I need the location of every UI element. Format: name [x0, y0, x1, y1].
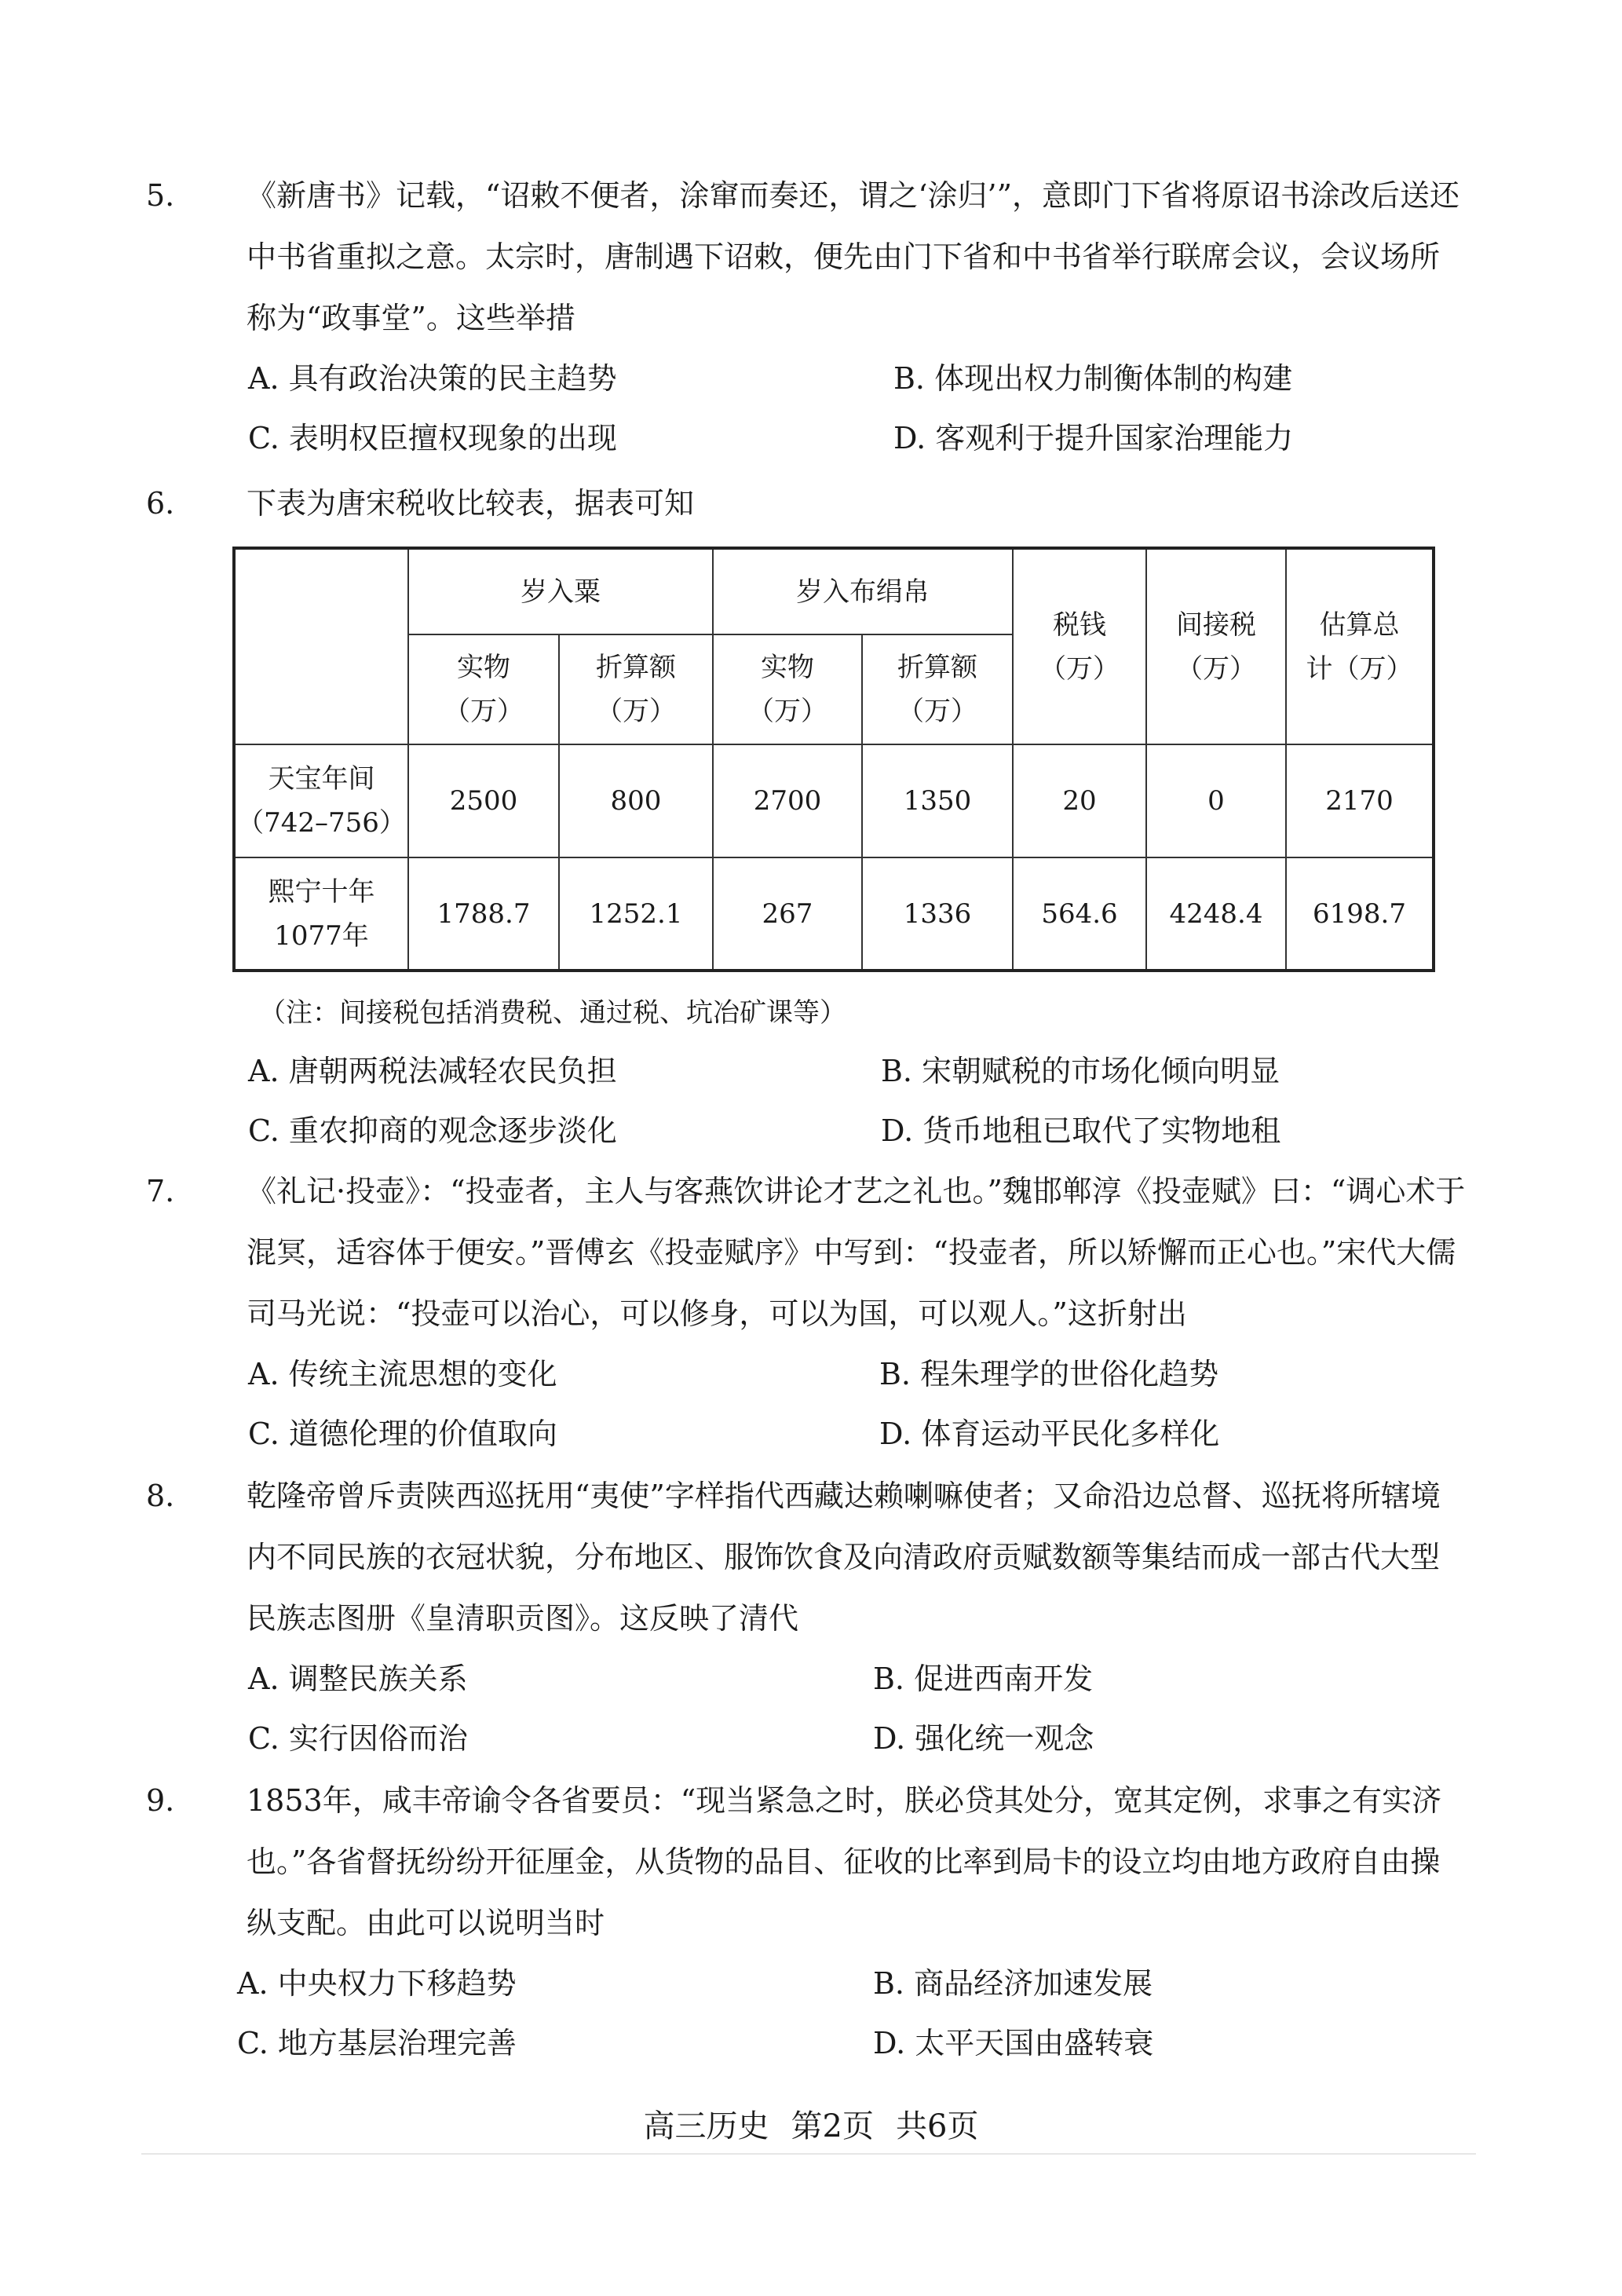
question-number: 5. [146, 178, 175, 213]
option-a[interactable]: A. 具有政治决策的民主趋势 [248, 361, 617, 396]
cloth-zhesuan-header: 折算额 （万） [862, 634, 1013, 744]
question-stem: 1853年，咸丰帝谕令各省要员：“现当紧急之时，朕必贷其处分，宽其定例，求事之有实济也。”各省督抚纷纷开征厘金，从货物的品目、征收的比率到局卡的设立均由地方政府自由操纵支配。由此可以说明当时 [247, 1783, 1442, 1940]
options [196, 1041, 1468, 1159]
options [196, 349, 1468, 466]
cloth-shiwu-header: 实物 （万） [713, 634, 862, 744]
table-header-row [234, 548, 1434, 634]
table-cell: 1788.7 [408, 857, 559, 971]
table-cell: 267 [713, 857, 862, 971]
question-number: 6. [146, 486, 175, 521]
table-cell: 1252.1 [559, 857, 713, 971]
option-b[interactable]: B. 宋朝赋税的市场化倾向明显 [881, 1054, 1280, 1088]
option-c[interactable]: C. 实行因俗而治 [248, 1721, 468, 1756]
row-label: 熙宁十年 1077年 [234, 857, 408, 971]
table-row [234, 857, 1434, 971]
question-9 [146, 1770, 1468, 2071]
grain-shiwu-header: 实物 （万） [408, 634, 559, 744]
question-stem: 《礼记·投壶》：“投壶者，主人与客燕饮讲论才艺之礼也。”魏邯郸淳《投壶赋》曰：“调心术于混冥，适容体于便安。”晋傅玄《投壶赋序》中写到：“投壶者，所以矫懈而正心也。”宋代大儒司马光说：“投壶可以治心，可以修身，可以为国，可以观人。”这折射出 [247, 1174, 1466, 1331]
option-c[interactable]: C. 地方基层治理完善 [237, 2026, 517, 2060]
options [196, 1954, 1468, 2071]
option-b[interactable]: B. 促进西南开发 [873, 1662, 1094, 1696]
question-6 [146, 473, 1468, 534]
option-d[interactable]: D. 体育运动平民化多样化 [879, 1417, 1220, 1451]
table-cell: 564.6 [1013, 857, 1146, 971]
option-a[interactable]: A. 中央权力下移趋势 [237, 1966, 517, 2001]
options [196, 1649, 1468, 1767]
question-stem: 乾隆帝曾斥责陕西巡抚用“夷使”字样指代西藏达赖喇嘛使者；又命沿边总督、巡抚将所辖境内不同民族的衣冠状貌，分布地区、服饰饮食及向清政府贡赋数额等集结而成一部古代大型民族志图册《皇清职贡图》。这反映了清代 [247, 1479, 1441, 1636]
table-cell: 2170 [1286, 744, 1434, 857]
table-row [234, 744, 1434, 857]
question-number: 8. [146, 1479, 175, 1513]
option-b[interactable]: B. 体现出权力制衡体制的构建 [893, 361, 1293, 396]
table-cell: 20 [1013, 744, 1146, 857]
table-cell: 800 [559, 744, 713, 857]
option-b[interactable]: B. 程朱理学的世俗化趋势 [879, 1357, 1219, 1391]
option-d[interactable]: D. 货币地租已取代了实物地租 [881, 1113, 1281, 1148]
question-5 [146, 165, 1468, 466]
options [196, 1344, 1468, 1462]
table-cell: 4248.4 [1146, 857, 1286, 971]
footer-subject: 高三历史 [643, 2108, 769, 2144]
cloth-header: 岁入布绢帛 [713, 548, 1013, 634]
option-b[interactable]: B. 商品经济加速发展 [873, 1966, 1153, 2001]
table-cell: 2500 [408, 744, 559, 857]
table-cell: 0 [1146, 744, 1286, 857]
table-cell: 1350 [862, 744, 1013, 857]
table-cell: 6198.7 [1286, 857, 1434, 971]
footer-page-number: 第2页 [791, 2108, 874, 2144]
option-d[interactable]: D. 强化统一观念 [873, 1721, 1094, 1756]
question-8 [146, 1465, 1468, 1767]
grain-header: 岁入粟 [408, 548, 713, 634]
question-number: 9. [146, 1783, 175, 1818]
option-a[interactable]: A. 调整民族关系 [248, 1662, 468, 1696]
question-number: 7. [146, 1174, 175, 1208]
question-stem: 下表为唐宋税收比较表，据表可知 [247, 486, 695, 521]
grain-zhesuan-header: 折算额 （万） [559, 634, 713, 744]
tax-comparison-table [232, 547, 1435, 972]
option-d[interactable]: D. 客观利于提升国家治理能力 [893, 421, 1294, 455]
page-footer [0, 2104, 1622, 2148]
option-c[interactable]: C. 道德伦理的价值取向 [248, 1417, 557, 1451]
option-c[interactable]: C. 重农抑商的观念逐步淡化 [248, 1113, 617, 1148]
footer-total-pages: 共6页 [896, 2108, 979, 2144]
option-c[interactable]: C. 表明权臣擅权现象的出现 [248, 421, 617, 455]
table-cell: 2700 [713, 744, 862, 857]
jianjie-header: 间接税 （万） [1146, 548, 1286, 744]
table-cell: 1336 [862, 857, 1013, 971]
option-a[interactable]: A. 唐朝两税法减轻农民负担 [248, 1054, 617, 1088]
option-d[interactable]: D. 太平天国由盛转衰 [873, 2026, 1154, 2060]
option-a[interactable]: A. 传统主流思想的变化 [248, 1357, 557, 1391]
corner-cell [234, 548, 408, 744]
shuiqian-header: 税钱 （万） [1013, 548, 1146, 744]
table-note: （注：间接税包括消费税、通过税、坑冶矿课等） [259, 997, 846, 1029]
question-6-options [196, 1041, 1468, 1159]
gusuan-header: 估算总 计（万） [1286, 548, 1434, 744]
question-7 [146, 1161, 1468, 1462]
row-label: 天宝年间 （742–756） [234, 744, 408, 857]
question-stem: 《新唐书》记载，“诏敕不便者，涂窜而奏还，谓之‘涂归’”，意即门下省将原诏书涂改后送还中书省重拟之意。太宗时，唐制遇下诏敕，便先由门下省和中书省举行联席会议，会议场所称为“政事堂”。这些举措 [247, 178, 1460, 335]
footer-divider [141, 2153, 1476, 2155]
